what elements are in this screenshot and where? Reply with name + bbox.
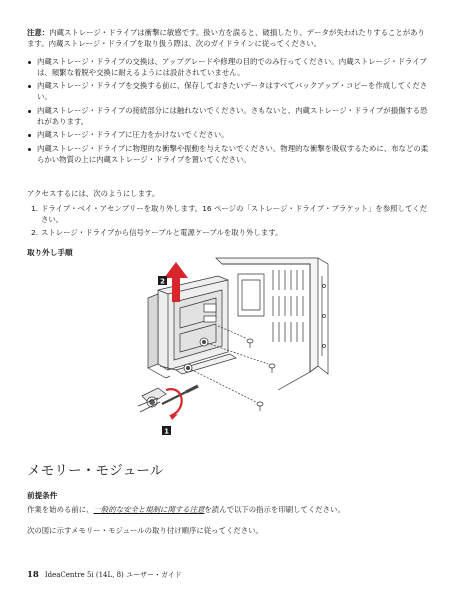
step-text: ドライブ・ベイ・アセンブリーを取り外します。16 ページの「ストレージ・ドライブ・ブラケット」を参照してください。: [41, 204, 428, 224]
section-title: メモリー・モジュール: [27, 463, 164, 479]
removal-figure: [118, 256, 338, 446]
list-item: 内蔵ストレージ・ドライブに圧力をかけないでください。: [27, 130, 431, 141]
step-number: 2.: [31, 228, 39, 238]
callout-2-label: 2: [160, 277, 165, 286]
removal-heading: 取り外し手順: [27, 248, 73, 257]
caution-text: 内蔵ストレージ・ドライブは衝撃に敏感です。扱い方を誤ると、破損したり、データが失われたりすることがあります。内蔵ストレージ・ドライブを取り扱う際は、次のガイドラインに従ってください。: [27, 28, 425, 48]
step-text: ストレージ・ドライブから信号ケーブルと電源ケーブルを取り外します。: [41, 228, 283, 238]
product-name: IdeaCentre 5i (14L, 8) ユーザー・ガイド: [44, 571, 182, 579]
rotate-arrow-icon: [166, 389, 182, 416]
callout-1-label: 1: [164, 427, 169, 436]
list-item: 内蔵ストレージ・ドライブを交換する前に、保存しておきたいデータはすべてバックアップ・コピーを作成してください。: [27, 81, 431, 102]
memory-intro: 次の図に示すメモリー・モジュールの取り付け順序に従ってください。: [27, 526, 263, 535]
list-item: 内蔵ストレージ・ドライブの交換は、アップグレードや修理の目的でのみ行ってください。内蔵ストレージ・ドライブは、頻繁な着脱や交換に耐えるようには設計されていません。: [27, 57, 431, 78]
page-number: 18: [27, 570, 39, 580]
safety-notice-link[interactable]: 一般的な安全と規制に関する注意: [93, 505, 205, 514]
prereq-paragraph: 作業を始める前に、一般的な安全と規制に関する注意を読んで以下の指示を印刷してください。: [27, 505, 345, 514]
step-item: [27, 228, 431, 239]
step-number: 1.: [31, 204, 39, 213]
list-item: 内蔵ストレージ・ドライブに物理的な衝撃や振動を与えないでください。物理的な衝撃を吸収するために、布などの柔らかい物質の上に内蔵ストレージ・ドライブを置いてください。: [27, 144, 431, 165]
access-intro: アクセスするには、次のようにします。: [27, 189, 160, 198]
caution-label: 注意：: [27, 28, 50, 37]
page-footer: [27, 569, 182, 581]
caution-paragraph: [27, 28, 431, 49]
drive-removal-illustration: [118, 256, 338, 446]
access-steps: [27, 204, 431, 242]
prereq-heading: 前提条件: [27, 491, 58, 500]
guidelines-list: [27, 57, 431, 169]
list-item: 内蔵ストレージ・ドライブの接続部分には触れないでください。さもないと、内蔵ストレージ・ドライブが損傷する恐れがあります。: [27, 106, 431, 127]
step-item: [27, 204, 431, 225]
